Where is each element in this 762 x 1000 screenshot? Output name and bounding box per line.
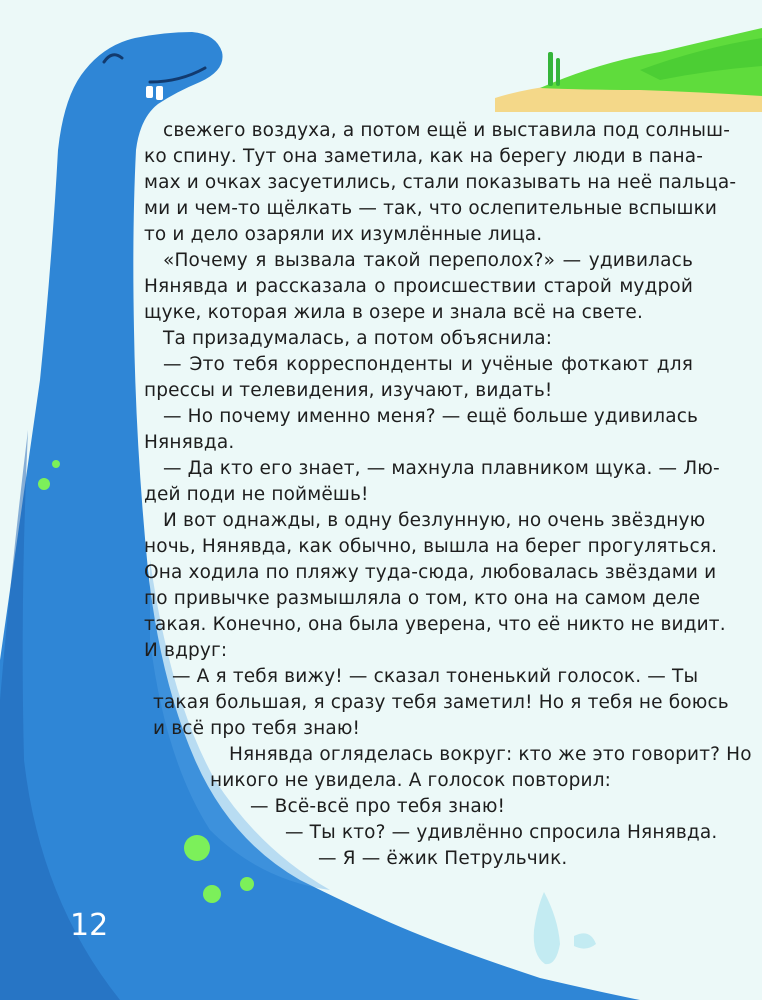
text-line: — Я — ёжик Петрульчик. [318, 848, 568, 869]
text-line: такая большая, я сразу тебя заметил! Но я тебя не боюсь [153, 692, 729, 713]
text-line: И вот однажды, в одну безлунную, но очень звёздную [163, 510, 706, 531]
landscape-illustration [495, 28, 762, 112]
text-line: дей поди не поймёшь! [144, 484, 369, 505]
text-line: никого не увидела. А голосок повторил: [210, 770, 612, 791]
text-line: Нянявда огляделась вокруг: кто же это говорит? Но [229, 744, 752, 765]
text-line: — Но почему именно меня? — ещё больше удивилась [163, 406, 699, 427]
text-line: ночь, Нянявда, как обычно, вышла на берег прогуляться. [144, 536, 718, 557]
text-line: ко спину. Тут она заметила, как на берегу люди в пана- [144, 146, 704, 167]
text-line: «Почему я вызвала такой переполох?» — удивилась [163, 250, 693, 271]
text-line: — Да кто его знает, — махнула плавником щука. — Лю- [163, 458, 720, 479]
text-line: — Это тебя корреспонденты и учёные фоткают для [163, 354, 693, 375]
text-line: Нянявда и рассказала о происшествии старой мудрой [144, 276, 693, 297]
text-line: Нянявда. [144, 432, 235, 453]
text-line: — А я тебя вижу! — сказал тоненький голосок. — Ты [172, 666, 699, 687]
text-line: то и дело озаряли их изумлённые лица. [144, 224, 543, 245]
text-line: Та призадумалась, а потом объяснила: [163, 328, 553, 349]
text-line: свежего воздуха, а потом ещё и выставила под солныш- [163, 120, 731, 141]
text-line: щуке, которая жила в озере и знала всё на свете. [144, 302, 643, 323]
page-number: 12 [70, 908, 109, 943]
text-line: мах и очках засуетились, стали показывать на неё пальца- [144, 172, 737, 193]
text-line: и всё про тебя знаю! [153, 718, 361, 739]
text-line: такая. Конечно, она была уверена, что её никто не видит. [144, 614, 726, 635]
text-line: И вдруг: [144, 640, 228, 661]
text-line: — Ты кто? — удивлённо спросила Нянявда. [285, 822, 718, 843]
text-line: по привычке размышляла о том, кто она на самом деле [144, 588, 701, 609]
text-line: ми и чем-то щёлкать — так, что ослепительные вспышки [144, 198, 718, 219]
text-line: Она ходила по пляжу туда-сюда, любовалась звёздами и [144, 562, 717, 583]
drop-decoration [534, 892, 596, 964]
text-line: прессы и телевидения, изучают, видать! [144, 380, 553, 401]
text-line: — Всё-всё про тебя знаю! [250, 796, 506, 817]
